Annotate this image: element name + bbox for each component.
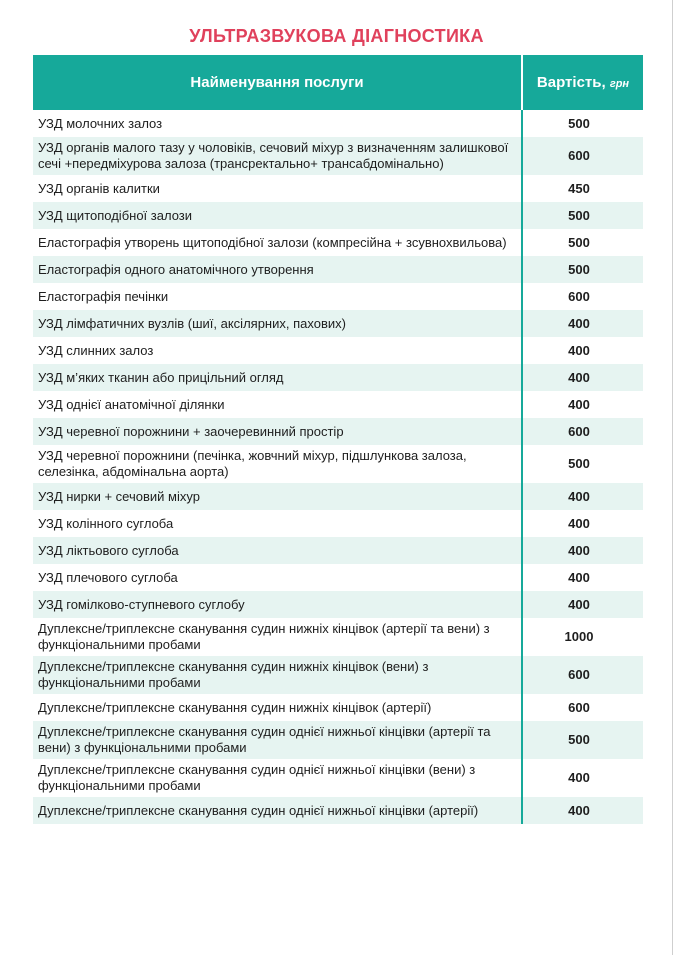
service-price: 400 (522, 759, 643, 797)
table-row (33, 483, 643, 510)
header-service: Найменування послуги (33, 55, 522, 110)
table-header (33, 55, 643, 110)
service-name: УЗД органів малого тазу у чоловіків, сечовий міхур з визначенням залишкової сечі +передміхурова залоза (трансректально+ трансабдомінально) (33, 137, 522, 175)
table-row (33, 618, 643, 656)
table-row (33, 137, 643, 175)
header-price-label: Вартість, (536, 74, 606, 91)
table-row (33, 175, 643, 202)
table-row (33, 656, 643, 694)
service-name: УЗД органів калитки (38, 180, 160, 196)
table-row (33, 694, 643, 721)
table-row (33, 310, 643, 337)
service-price: 600 (522, 418, 643, 445)
table-row (33, 256, 643, 283)
service-price: 600 (522, 283, 643, 310)
service-name: УЗД черевної порожнини + заочеревинний простір (33, 418, 522, 445)
service-name: Еластографія одного анатомічного утворення (33, 256, 522, 283)
service-name: Дуплексне/триплексне сканування судин нижніх кінцівок (вени) з функціональними пробами (33, 656, 522, 694)
service-name: УЗД лімфатичних вузлів (шиї, аксілярних, пахових) (33, 310, 522, 337)
table-row (33, 229, 643, 256)
table-row (33, 537, 643, 564)
service-price: 600 (522, 656, 643, 694)
service-name: Еластографія печінки (38, 288, 169, 304)
table-row (33, 759, 643, 797)
service-name: УЗД слинних залоз (38, 342, 154, 358)
service-price: 400 (522, 310, 643, 337)
service-price: 500 (522, 110, 643, 137)
service-price: 500 (522, 229, 643, 256)
service-price: 400 (522, 591, 643, 618)
service-price: 500 (522, 256, 643, 283)
service-name: Дуплексне/триплексне сканування судин нижніх кінцівок (артерії та вени) з функціональними пробами (38, 621, 490, 652)
table-row (33, 510, 643, 537)
table-row (33, 202, 643, 229)
service-name: Дуплексне/триплексне сканування судин однієї нижньої кінцівки (артерії та вени) з функціональними пробами (33, 721, 522, 759)
table-row (33, 110, 643, 137)
service-price: 400 (522, 510, 643, 537)
table-row (33, 364, 643, 391)
service-name: УЗД колінного суглоба (38, 515, 174, 531)
service-name: УЗД щитоподібної залози (33, 202, 522, 229)
header-price-unit: грн (609, 78, 630, 90)
table-row (33, 391, 643, 418)
service-price: 400 (522, 537, 643, 564)
service-name: УЗД черевної порожнини (печінка, жовчний міхур, підшлункова залоза, селезінка, абдомінальна аорта) (38, 448, 467, 479)
service-name: Дуплексне/триплексне сканування судин нижніх кінцівок (артерії) (38, 699, 432, 715)
table-row (33, 445, 643, 483)
table-row (33, 721, 643, 759)
table-row (33, 591, 643, 618)
service-price: 400 (522, 391, 643, 418)
page-title: УЛЬТРАЗВУКОВА ДІАГНОСТИКА (189, 26, 484, 46)
service-price: 500 (522, 721, 643, 759)
service-price: 400 (522, 797, 643, 824)
service-price: 400 (522, 564, 643, 591)
service-name: УЗД однієї анатомічної ділянки (38, 396, 225, 412)
table-row (33, 564, 643, 591)
service-name: УЗД плечового суглоба (38, 569, 178, 585)
service-price: 500 (522, 202, 643, 229)
service-price: 1000 (522, 618, 643, 656)
header-price (522, 55, 643, 110)
service-price: 600 (522, 137, 643, 175)
service-name: Дуплексне/триплексне сканування судин однієї нижньої кінцівки (артерії) (33, 797, 522, 824)
service-price: 600 (522, 694, 643, 721)
service-name: УЗД ліктьового суглоба (33, 537, 522, 564)
service-name: Дуплексне/триплексне сканування судин однієї нижньої кінцівки (вени) з функціональними пробами (38, 762, 476, 793)
service-name: УЗД м’яких тканин або прицільний огляд (33, 364, 522, 391)
service-name: УЗД молочних залоз (38, 115, 163, 131)
table-row (33, 418, 643, 445)
table-body (33, 110, 643, 824)
service-name: УЗД гомілково-ступневого суглобу (33, 591, 522, 618)
service-name: УЗД нирки + сечовий міхур (33, 483, 522, 510)
service-price: 400 (522, 483, 643, 510)
service-price: 500 (522, 445, 643, 483)
service-price: 450 (522, 175, 643, 202)
price-table (33, 55, 643, 824)
service-price: 400 (522, 364, 643, 391)
table-row (33, 797, 643, 824)
service-price: 400 (522, 337, 643, 364)
table-row (33, 337, 643, 364)
service-name: Еластографія утворень щитоподібної залози (компресійна + зсувнохвильова) (38, 234, 507, 250)
table-row (33, 283, 643, 310)
